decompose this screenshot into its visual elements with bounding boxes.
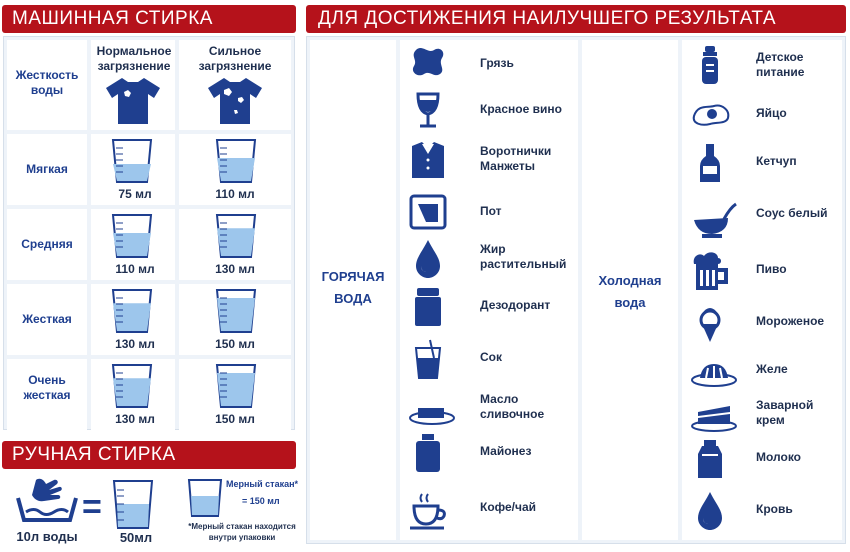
water-type-label: Средняя [21, 237, 73, 251]
ice-cream-icon [690, 302, 740, 344]
hand-water-amount: 10л воды [16, 529, 78, 544]
equals-sign: = [82, 488, 102, 526]
juice-glass-icon [408, 338, 456, 380]
measuring-cup-normal-icon [108, 213, 156, 264]
cold-stain-label: Молоко [756, 450, 801, 464]
butter-icon [408, 388, 456, 430]
hot-stain-label: Майонез [480, 444, 532, 458]
heavy-dose: 150 мл [215, 337, 255, 351]
cold-stain-label: Желе [756, 362, 788, 376]
heavy-dose: 130 мл [215, 262, 255, 276]
measuring-cup-heavy-icon [212, 138, 260, 189]
dirty-shirt-icon [206, 76, 264, 126]
cream-cake-icon [690, 392, 740, 434]
heavy-dose: 110 мл [215, 187, 255, 201]
wine-glass-icon [408, 90, 456, 132]
measuring-cup-normal-icon [108, 363, 156, 414]
clean-shirt-icon [104, 76, 162, 126]
jelly-icon [690, 350, 740, 392]
measuring-cup-normal-icon [108, 288, 156, 339]
hot-stain-label: Красное вино [480, 102, 562, 116]
water-hardness-label: Жесткость воды [15, 68, 79, 97]
mayonnaise-icon [408, 432, 456, 474]
measuring-cup-heavy-icon [212, 213, 260, 264]
hand-wash-header [2, 441, 296, 469]
hand-wash-title: РУЧНАЯ СТИРКА [12, 444, 176, 465]
normal-dose: 130 мл [115, 337, 155, 351]
hot-stain-label: Пот [480, 204, 502, 218]
cold-stain-label: Яйцо [756, 106, 787, 120]
hot-stain-label: Грязь [480, 56, 514, 70]
hot-stain-label: Дезодорант [480, 298, 551, 312]
oil-drop-icon [408, 238, 456, 280]
cup-note: *Мерный стакан находится внутри упаковки [188, 522, 296, 542]
hot-stain-label: Воротнички Манжеты [480, 144, 552, 173]
hand-dose-cup-icon [109, 478, 157, 530]
hand-wash-basin-icon [14, 476, 80, 528]
cold-stain-label: Соус белый [756, 206, 828, 220]
hot-stain-label: Жир растительный [480, 242, 567, 271]
dirt-icon [408, 44, 456, 86]
cold-stain-label: Заварной крем [756, 398, 814, 427]
machine-wash-title: МАШИННАЯ СТИРКА [12, 8, 213, 29]
cold-water-label: Холодная вода [598, 273, 662, 310]
hot-water-label: ГОРЯЧАЯ ВОДА [321, 269, 385, 306]
deodorant-icon [408, 286, 456, 328]
heavy-soil-label: Сильное загрязнение [198, 44, 272, 73]
baby-bottle-icon [690, 44, 740, 86]
water-type-label: Мягкая [26, 162, 68, 176]
cold-stain-label: Детское питание [756, 50, 805, 79]
normal-soil-label: Нормальное загрязнение [96, 44, 172, 73]
normal-dose: 130 мл [115, 412, 155, 426]
hand-dose-amount: 50мл [119, 530, 153, 545]
cold-stain-label: Мороженое [756, 314, 825, 328]
measuring-cup-normal-icon [108, 138, 156, 189]
hot-stain-label: Кофе/чай [480, 500, 537, 514]
beer-mug-icon [690, 250, 740, 292]
sweat-icon [408, 192, 456, 234]
best-results-title: ДЛЯ ДОСТИЖЕНИЯ НАИЛУЧШЕГО РЕЗУЛЬТАТА [318, 8, 777, 29]
gravy-boat-icon [690, 200, 740, 242]
measuring-cup-heavy-icon [212, 363, 260, 414]
cup-label: Мерный стакан* [226, 479, 299, 489]
cold-stain-label: Пиво [756, 262, 787, 276]
heavy-dose: 150 мл [215, 412, 255, 426]
shirt-collar-icon [408, 140, 456, 182]
cold-stain-label: Кровь [756, 502, 793, 516]
cold-stain-label: Кетчуп [756, 154, 797, 168]
ketchup-bottle-icon [690, 142, 740, 184]
blood-drop-icon [690, 490, 740, 532]
milk-carton-icon [690, 438, 740, 480]
cup-volume: = 150 мл [242, 496, 280, 506]
measuring-cup-icon [186, 478, 224, 518]
hot-stain-label: Сок [480, 350, 503, 364]
normal-dose: 110 мл [115, 262, 155, 276]
normal-dose: 75 мл [118, 187, 152, 201]
measuring-cup-heavy-icon [212, 288, 260, 339]
machine-wash-header [2, 5, 296, 33]
egg-icon [690, 94, 740, 136]
water-type-label: Жесткая [22, 312, 72, 326]
coffee-cup-icon [408, 488, 456, 530]
water-type-label: Очень жесткая [23, 373, 71, 402]
hot-stain-label: Масло сливочное [480, 392, 545, 421]
best-results-header [306, 5, 846, 33]
